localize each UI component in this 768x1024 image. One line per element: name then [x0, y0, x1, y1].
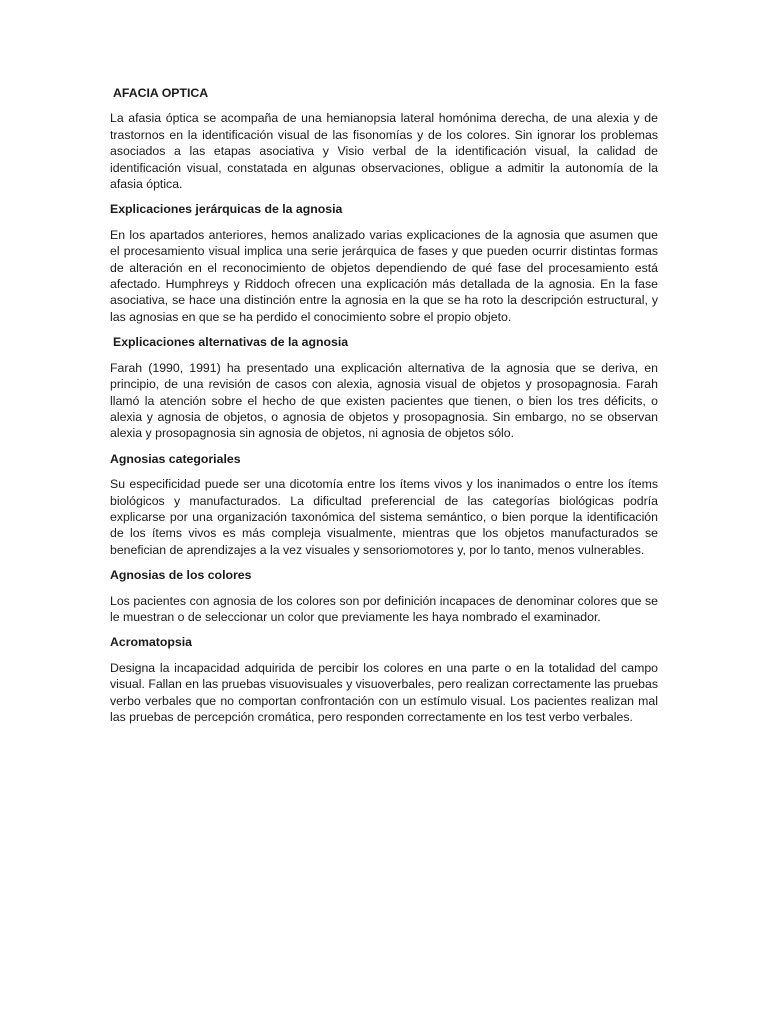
section-heading-afacia-optica: AFACIA OPTICA: [113, 86, 209, 100]
section-heading-explicaciones-alternativas: Explicaciones alternativas de la agnosia: [113, 335, 349, 350]
section-heading-explicaciones-jerarquicas: Explicaciones jerárquicas de la agnosia: [110, 202, 343, 217]
section-body-agnosias-categoriales: Su especificidad puede ser una dicotomía entre los ítems vivos y los inanimados o entre los ítems biológicos y manufacturados. La dificultad preferencial de las categorías biológicas podría explicarse por una organización taxonómica del sistema semántico, o bien porque la identificación de los ítems vivos es más compleja visualmente, mientras que los objetos manufacturados se benefician de aprendizajes a la vez visuales y sensoriomotores y, por lo tanto, menos vulnerables.: [110, 477, 658, 557]
section-body-agnosias-colores: Los pacientes con agnosia de los colores son por definición incapaces de denominar colores que se le muestran o de seleccionar un color que previamente les haya nombrado el examinador.: [110, 593, 658, 624]
section-heading-agnosias-colores: Agnosias de los colores: [110, 568, 252, 583]
section-heading-agnosias-categoriales: Agnosias categoriales: [110, 451, 241, 466]
section-body-explicaciones-alternativas: Farah (1990, 1991) ha presentado una explicación alternativa de la agnosia que se deriva, en principio, de una revisión de casos con alexia, agnosia visual de objetos y prosopagnosia. Farah llamó la atención sobre el hecho de que existen pacientes que tienen, o bien los tres déficits, o alexia y agnosia de objetos, o agnosia de objetos y prosopagnosia. Sin embargo, no se observan alexia y prosopagnosia sin agnosia de objetos, ni agnosia de objetos sólo.: [110, 360, 658, 441]
section-body-afacia-optica: La afasia óptica se acompaña de una hemianopsia lateral homónima derecha, de una alexia y de trastornos en la identificación visual de las fisonomías y de los colores. Sin ignorar los problemas asociados a las etapas asociativa y Visio verbal de la identificación visual, la calidad de identificación visual, constatada en algunas observaciones, obligue a admitir la autonomía de la afasia óptica.: [110, 111, 658, 192]
section-body-explicaciones-jerarquicas: En los apartados anteriores, hemos analizado varias explicaciones de la agnosia que asumen que el procesamiento visual implica una serie jerárquica de fases y que pueden ocurrir distintas formas de alteración en el reconocimiento de objetos dependiendo de qué fase del procesamiento está afectado. Humphreys y Riddoch ofrecen una explicación más detallada de la agnosia. En la fase asociativa, se hace una distinción entre la agnosia en la que se ha roto la descripción estructural, y las agnosias en que se ha perdido el conocimiento sobre el propio objeto.: [110, 227, 658, 324]
document-page: [110, 85, 658, 734]
section-body-acromatopsia: Designa la incapacidad adquirida de percibir los colores en una parte o en la totalidad del campo visual. Fallan en las pruebas visuovisuales y visuoverbales, pero realizan correctamente las pruebas verbo verbales que no comportan confrontación con un estímulo visual. Los pacientes realizan mal las pruebas de percepción cromática, pero responden correctamente en los test verbo verbales.: [110, 660, 658, 724]
section-heading-acromatopsia: Acromatopsia: [110, 635, 193, 650]
